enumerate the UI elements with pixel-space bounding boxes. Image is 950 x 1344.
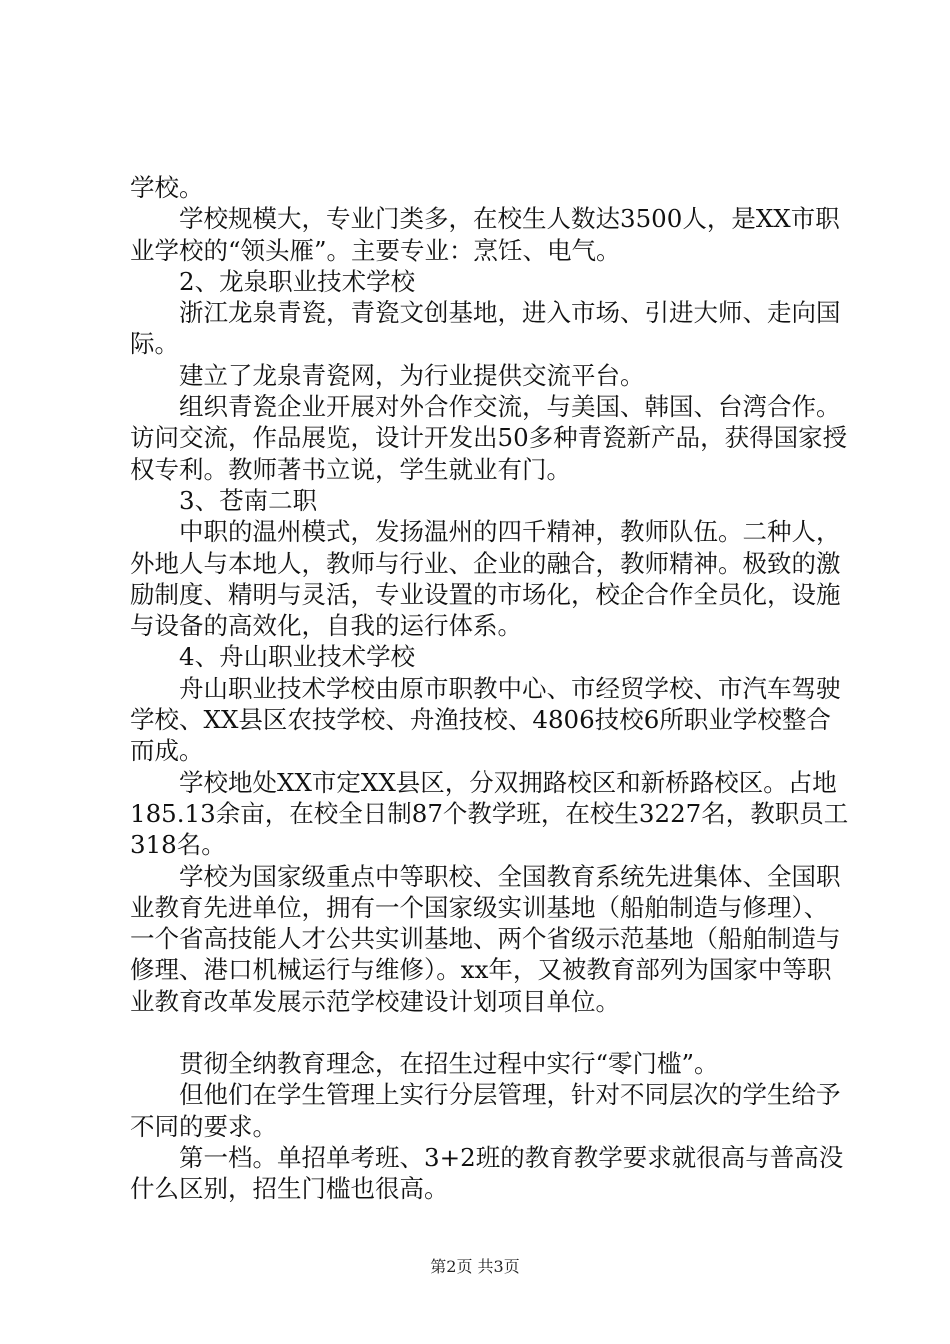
heading-zhoushan-school: 4、舟山职业技术学校 [179, 642, 416, 672]
paragraph-celadon-network: 建立了龙泉青瓷网，为行业提供交流平台。 [179, 360, 645, 390]
paragraph-first-tier: 第一档。单招单考班、3+2班的教育教学要求就很高与普高没什么区别，招生门槛也很高。 [130, 1142, 844, 1204]
document-body [130, 172, 850, 1205]
paragraph-school-scale: 学校规模大，专业门类多，在校生人数达3500人，是XX市职业学校的“领头雁”。主要专业：烹饪、电气。 [130, 204, 840, 265]
paragraph-celadon-cooperation: 组织青瓷企业开展对外合作交流，与美国、韩国、台湾合作。访问交流，作品展览，设计开发出50多种青瓷新产品，获得国家授权专利。教师著书立说，学生就业有门。 [130, 392, 848, 484]
paragraph-inclusive-education: 贯彻全纳教育理念，在招生过程中实行“零门槛”。 [179, 1049, 719, 1079]
heading-cangnan-school: 3、苍南二职 [179, 485, 318, 515]
page-footer: 第2页 共3页 [430, 1257, 520, 1276]
paragraph-wenzhou-model: 中职的温州模式，发扬温州的四千精神，教师队伍。二种人，外地人与本地人，教师与行业、企业的融合，教师精神。极致的激励制度、精明与灵活，专业设置的市场化，校企合作全员化，设施与设备的高效化，自我的运行体系。 [130, 517, 841, 641]
paragraph-zhoushan-honors: 学校为国家级重点中等职校、全国教育系统先进集体、全国职业教育先进单位，拥有一个国家级实训基地（船舶制造与修理）、一个省高技能人才公共实训基地、两个省级示范基地（船舶制造与修理、港口机械运行与维修）。xx年，又被教育部列为国家中等职业教育改革发展示范学校建设计划项目单位。 [130, 861, 841, 1016]
heading-longquan-school: 2、龙泉职业技术学校 [179, 266, 416, 296]
paragraph-longquan-celadon: 浙江龙泉青瓷，青瓷文创基地，进入市场、引进大师、走向国际。 [130, 298, 841, 359]
paragraph-tiered-management: 但他们在学生管理上实行分层管理，针对不同层次的学生给予不同的要求。 [130, 1080, 841, 1141]
paragraph-zhoushan-merger: 舟山职业技术学校由原市职教中心、市经贸学校、市汽车驾驶学校、XX县区农技学校、舟渔技校、4806技校6所职业学校整合而成。 [130, 673, 841, 766]
paragraph-zhoushan-campus: 学校地处XX市定XX县区，分双拥路校区和新桥路校区。占地185.13余亩，在校全日制87个教学班，在校生3227名，教职员工318名。 [130, 767, 849, 860]
paragraph-continuation: 学校。 [130, 173, 204, 202]
